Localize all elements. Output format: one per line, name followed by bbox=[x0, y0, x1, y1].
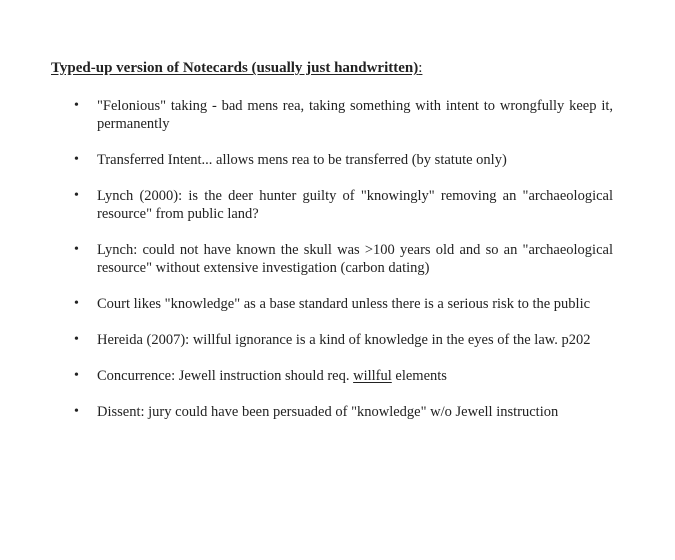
note-underlined-word: willful bbox=[353, 368, 392, 384]
note-hereida bbox=[73, 331, 613, 349]
note-text: Hereida (2007): willful ignorance is a kind of knowledge in the eyes of the law. p202 bbox=[97, 332, 591, 348]
note-text: "Felonious" taking - bad mens rea, taking something with intent to wrongfully keep it, permanently bbox=[97, 98, 613, 132]
note-transferred-intent bbox=[73, 151, 613, 169]
note-text: Dissent: jury could have been persuaded of "knowledge" w/o Jewell instruction bbox=[97, 404, 559, 420]
note-text: Transferred Intent... allows mens rea to be transferred (by statute only) bbox=[97, 152, 507, 168]
note-dissent bbox=[73, 403, 613, 421]
note-text: Lynch (2000): is the deer hunter guilty of "knowingly" removing an "archaeological resource" from public land? bbox=[97, 188, 613, 222]
note-lynch-question bbox=[73, 187, 613, 223]
bullet-dot-icon: • bbox=[74, 188, 79, 203]
note-text bbox=[97, 368, 447, 384]
notes-heading bbox=[51, 59, 422, 77]
note-text: Lynch: could not have known the skull was >100 years old and so an "archaeological resource" without extensive investigation (carbon dating) bbox=[97, 242, 613, 276]
bullet-dot-icon: • bbox=[74, 296, 79, 311]
note-knowledge-standard bbox=[73, 295, 613, 313]
bullet-dot-icon: • bbox=[74, 242, 79, 257]
note-lynch-holding bbox=[73, 241, 613, 277]
note-text: Court likes "knowledge" as a base standard unless there is a serious risk to the public bbox=[97, 296, 591, 312]
bullet-dot-icon: • bbox=[74, 98, 79, 113]
bullet-dot-icon: • bbox=[74, 404, 79, 419]
bullet-dot-icon: • bbox=[74, 368, 79, 383]
bullet-dot-icon: • bbox=[74, 152, 79, 167]
note-text-after: elements bbox=[391, 368, 447, 384]
note-felonious-taking bbox=[73, 97, 613, 133]
note-text-before: Concurrence: Jewell instruction should req. bbox=[97, 368, 354, 384]
heading-colon: : bbox=[418, 60, 423, 76]
notes-list bbox=[73, 97, 613, 421]
heading-title: Typed-up version of Notecards (usually just handwritten) bbox=[51, 60, 419, 76]
note-concurrence bbox=[73, 367, 613, 385]
bullet-dot-icon: • bbox=[74, 332, 79, 347]
